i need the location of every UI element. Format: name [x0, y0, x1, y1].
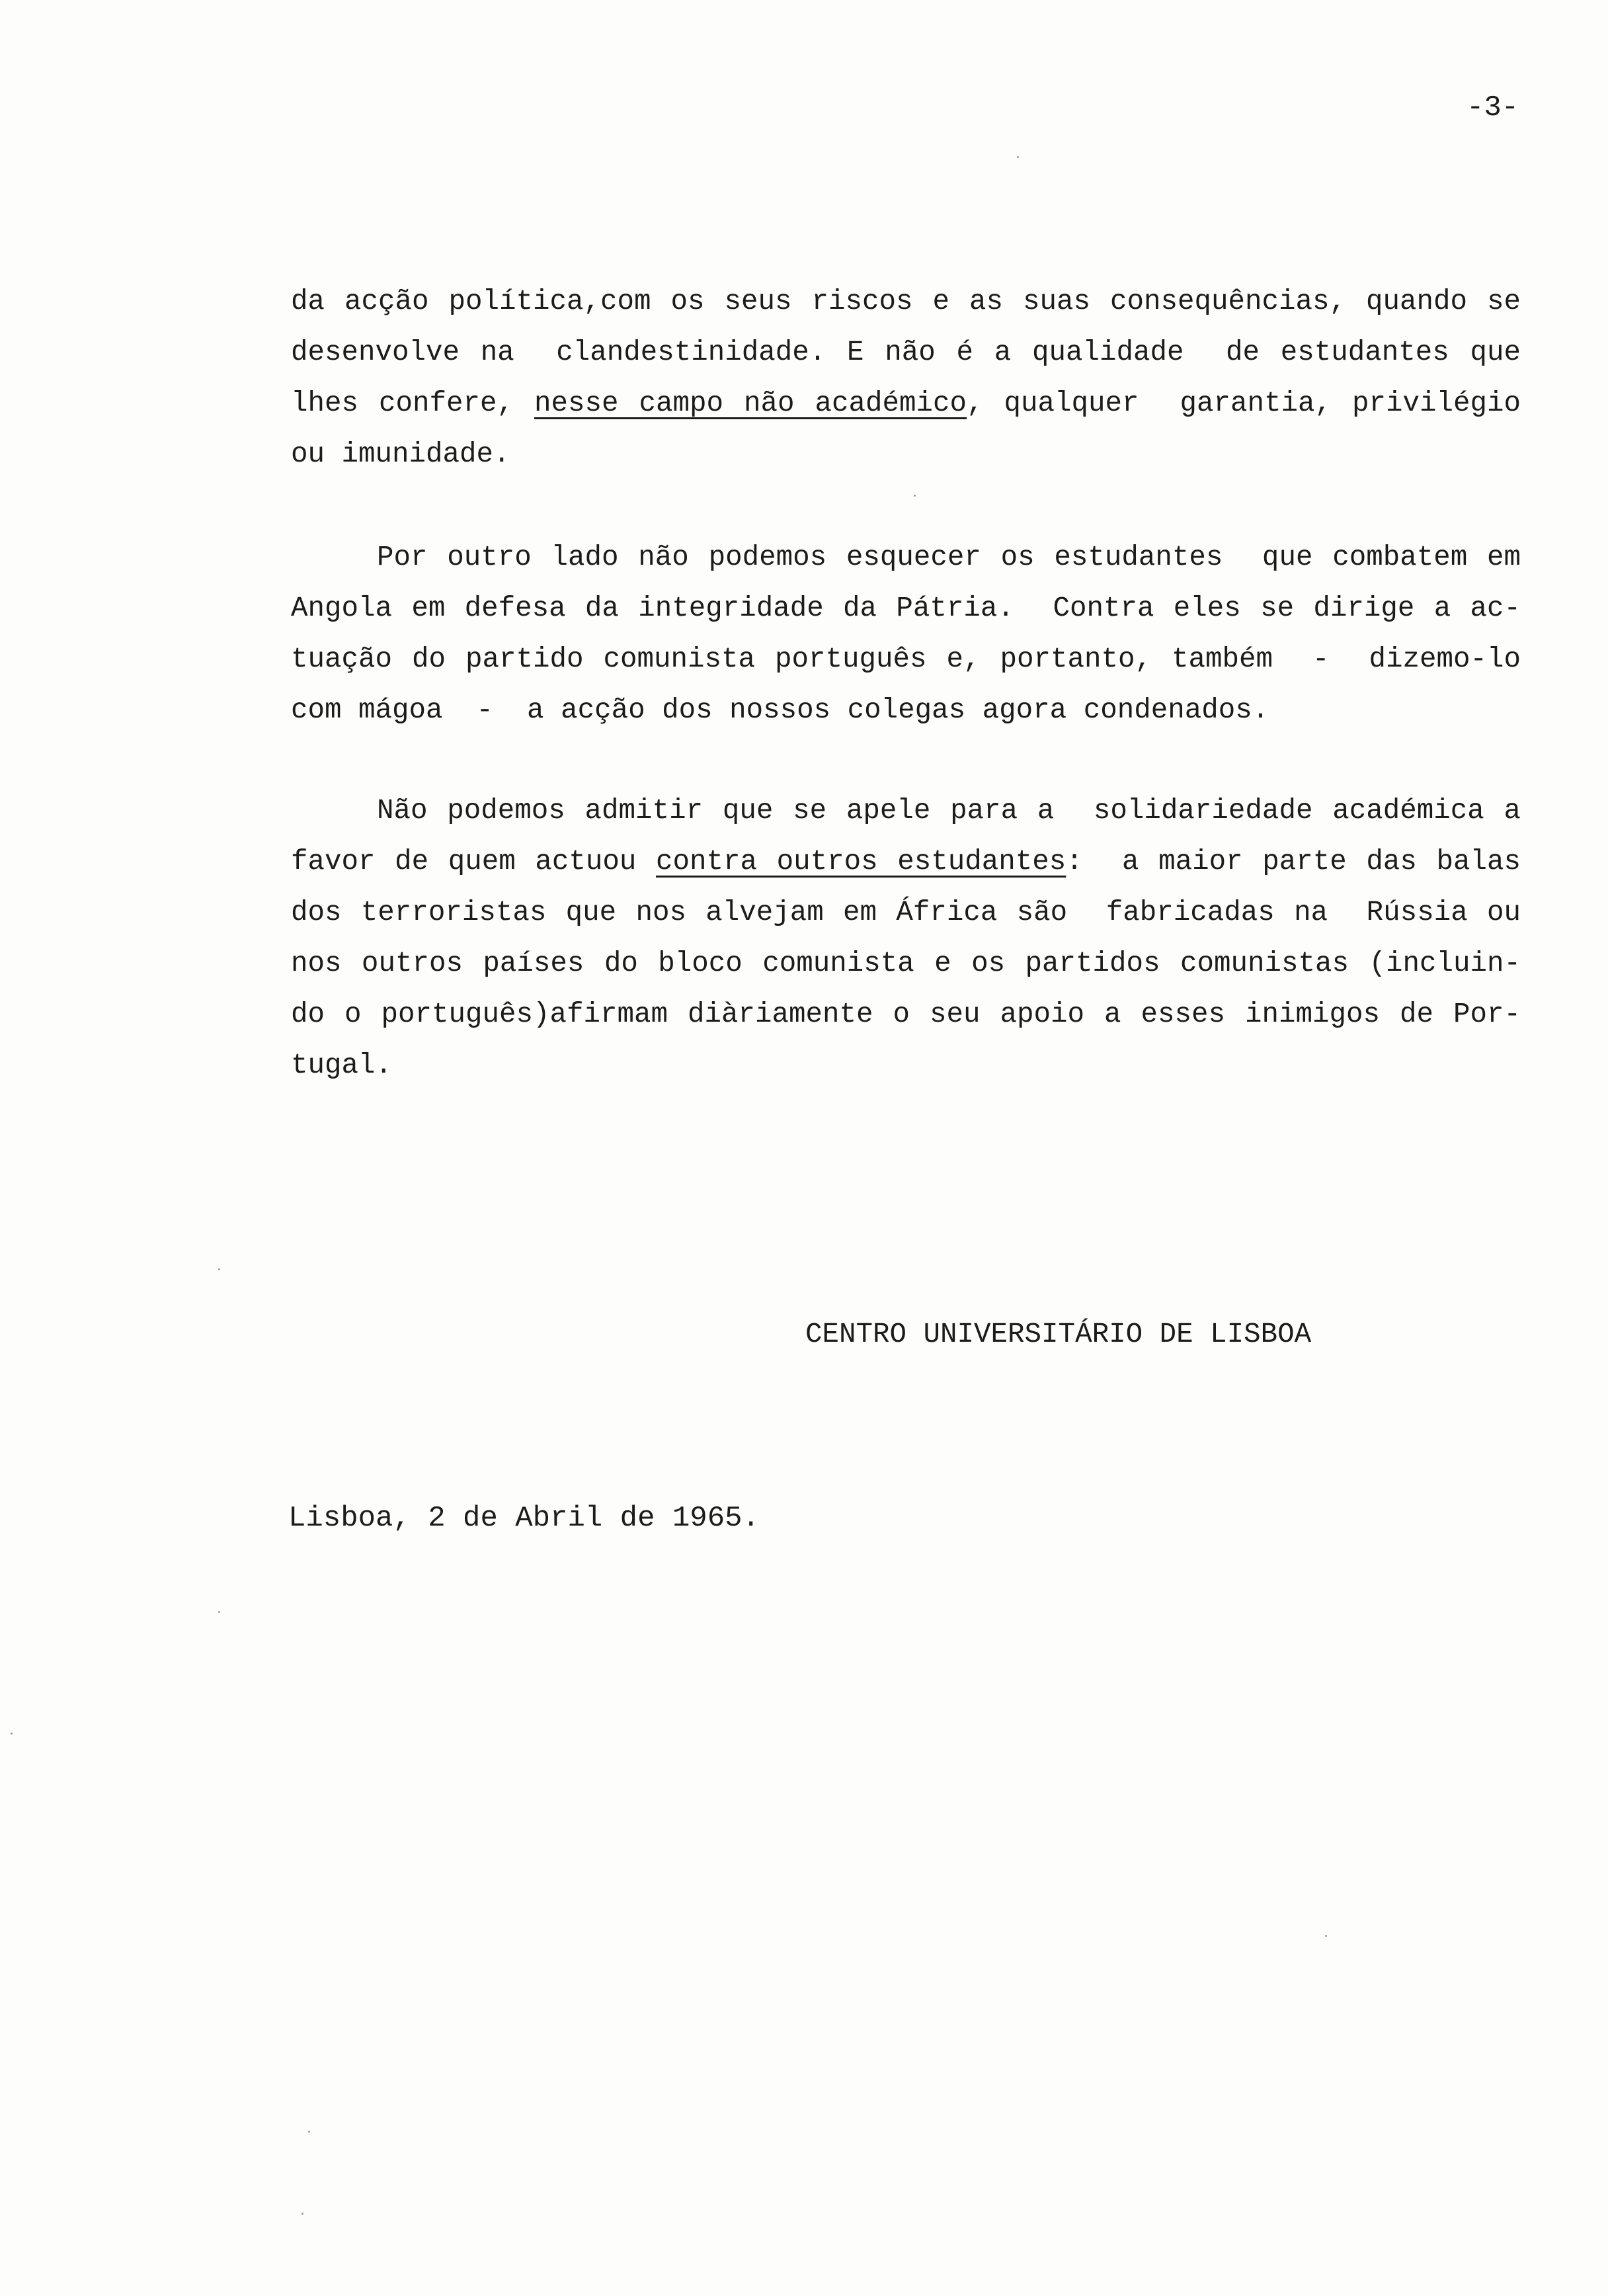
page-number: -3-: [1467, 91, 1519, 124]
underlined-phrase: contra outros estudantes: [655, 846, 1066, 878]
text-line: [291, 996, 1521, 1033]
text-line: [291, 436, 1521, 473]
text-segment: Angola em defesa da integridade da Pátria. Contra eles se dirige a ac-: [291, 593, 1521, 624]
text-line: [377, 539, 1521, 576]
text-segment: Não podemos admitir que se apele para a solidariedade académica a: [377, 795, 1521, 827]
text-segment: da acção política,com os seus riscos e as suas consequências, quando se: [291, 286, 1521, 317]
text-line: [291, 641, 1521, 678]
text-segment: tuação do partido comunista português e, portanto, também - dizemo-lo: [291, 643, 1521, 675]
text-segment: com mágoa - a acção dos nossos colegas agora condenados.: [291, 694, 1269, 726]
text-segment: , qualquer garantia, privilégio: [967, 388, 1521, 419]
text-segment: do o português)afirmam diàriamente o seu apoio a esses inimigos de Por-: [291, 999, 1521, 1030]
date-line: Lisboa, 2 de Abril de 1965.: [288, 1502, 760, 1535]
scan-speck: [914, 495, 916, 497]
text-segment: nos outros países do bloco comunista e os partidos comunistas (incluin-: [291, 948, 1521, 979]
text-segment: desenvolve na clandestinidade. E não é a qualidade de estudantes que: [291, 337, 1521, 368]
scan-speck: [1017, 156, 1019, 158]
text-line: [291, 283, 1521, 320]
text-segment: ou imunidade.: [291, 438, 510, 470]
signature-block: CENTRO UNIVERSITÁRIO DE LISBOA: [805, 1319, 1312, 1350]
text-line: [291, 590, 1521, 627]
text-segment: lhes confere,: [291, 388, 534, 419]
text-line: [291, 894, 1521, 931]
text-line: [377, 792, 1521, 829]
text-line: [291, 1047, 1521, 1084]
text-segment: dos terroristas que nos alvejam em África são fabricadas na Rússia ou: [291, 897, 1521, 928]
text-segment: tugal.: [291, 1049, 393, 1081]
scan-speck: [302, 2213, 303, 2215]
text-segment: : a maior parte das balas: [1066, 846, 1521, 878]
text-line: [291, 385, 1521, 422]
text-line: [291, 843, 1521, 880]
text-line: [291, 692, 1521, 729]
scan-speck: [1325, 1935, 1327, 1937]
scan-speck: [218, 1268, 220, 1270]
scan-speck: [11, 1733, 13, 1735]
text-segment: favor de quem actuou: [291, 846, 656, 878]
text-segment: Por outro lado não podemos esquecer os estudantes que combatem em: [377, 542, 1521, 573]
underlined-phrase: nesse campo não académico: [534, 388, 967, 419]
text-line: [291, 945, 1521, 982]
text-line: [291, 334, 1521, 371]
scan-speck: [218, 1611, 220, 1613]
scan-speck: [308, 2131, 310, 2133]
